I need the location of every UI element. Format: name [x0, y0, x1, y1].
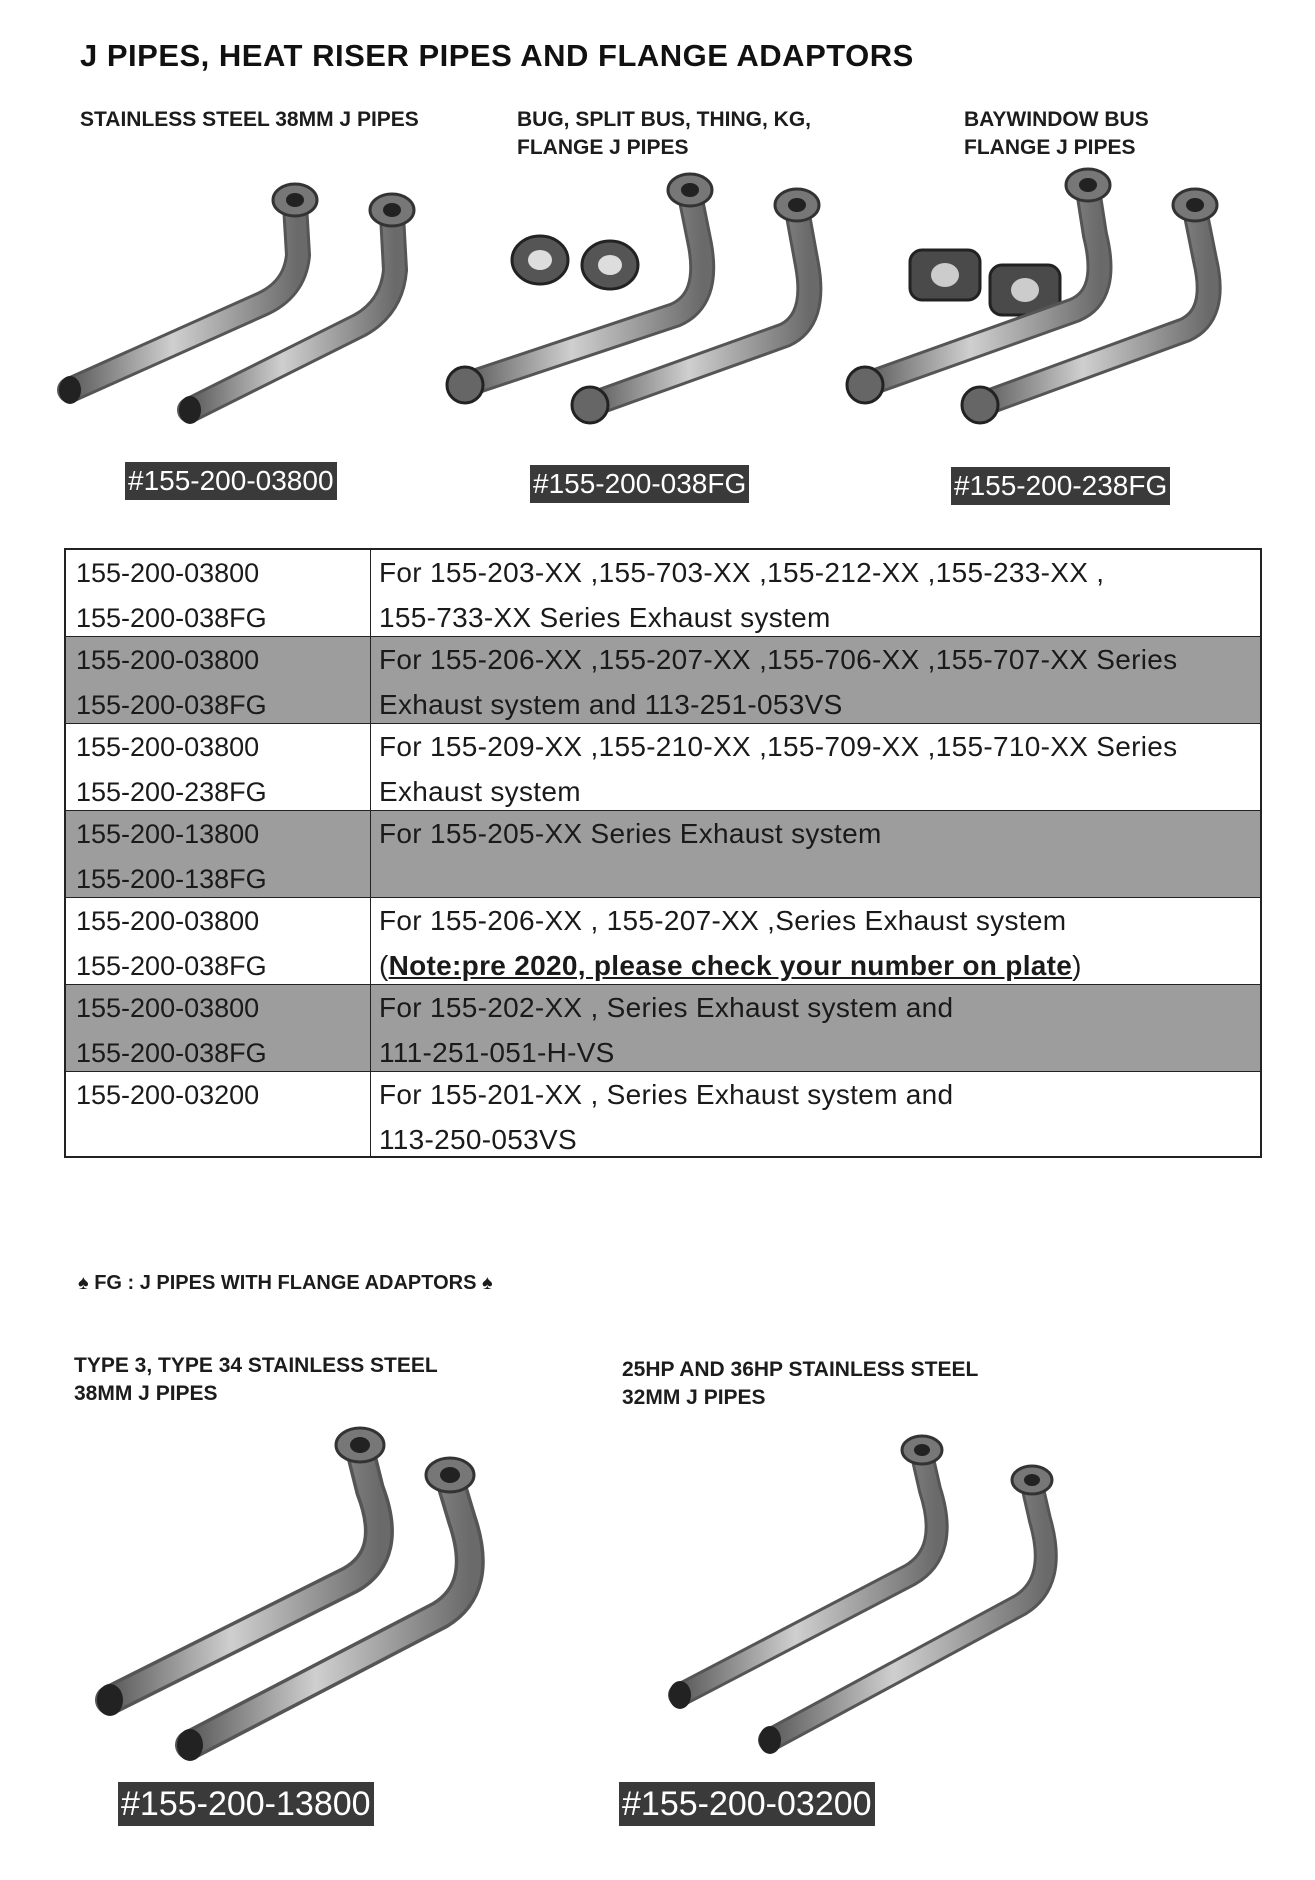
- product-4-pipe-image: [70, 1430, 550, 1790]
- product-1-caption: STAINLESS STEEL 38MM J PIPES: [80, 108, 419, 131]
- part-numbers-cell: 155-200-03200: [66, 1072, 371, 1156]
- table-row: [66, 898, 1260, 985]
- product-2-pipe-image: [445, 165, 885, 465]
- product-2-caption: BUG, SPLIT BUS, THING, KG, FLANGE J PIPES: [517, 108, 812, 159]
- product-4-caption: TYPE 3, TYPE 34 STAINLESS STEEL 38MM J PIPES: [74, 1354, 438, 1405]
- part-numbers-cell: 155-200-03800 155-200-038FG: [66, 985, 371, 1071]
- product-1-pipe-image: [40, 165, 420, 465]
- description-cell: For 155-203-XX ,155-703-XX ,155-212-XX ,155-233-XX , 155-733-XX Series Exhaust system: [379, 557, 1105, 633]
- part-numbers-cell: 155-200-13800 155-200-138FG: [66, 811, 371, 897]
- table-row: [66, 985, 1260, 1072]
- flange-adaptor-1: [512, 236, 638, 289]
- table-row: [66, 637, 1260, 724]
- description-cell: For 155-206-XX , 155-207-XX ,Series Exhaust system (Note:pre 2020, please check your number on plate): [371, 898, 1260, 984]
- table-row: [66, 550, 1260, 637]
- spade-icon: ♠: [482, 1272, 493, 1294]
- description-cell: For 155-206-XX ,155-207-XX ,155-706-XX ,155-707-XX Series Exhaust system and 113-251-053VS: [379, 644, 1178, 720]
- product-3-part-number: #155-200-238FG: [951, 467, 1170, 505]
- compatibility-table: [64, 548, 1262, 1158]
- table-row: [66, 1072, 1260, 1156]
- part-numbers-cell: 155-200-03800 155-200-038FG: [66, 898, 371, 984]
- spade-icon: ♠: [78, 1272, 89, 1294]
- flange-adaptor-2: [910, 250, 1060, 315]
- description-cell: For 155-202-XX , Series Exhaust system and 111-251-051-H-VS: [379, 992, 954, 1068]
- part-numbers-cell: 155-200-03800 155-200-038FG: [66, 637, 371, 723]
- plate-number-note: (Note:pre 2020, please check your number on plate): [379, 950, 1082, 981]
- product-5-part-number: #155-200-03200: [619, 1782, 875, 1826]
- product-5-pipe-image: [660, 1430, 1120, 1760]
- product-2-part-number: #155-200-038FG: [530, 465, 749, 503]
- description-cell: For 155-205-XX Series Exhaust system: [379, 818, 882, 849]
- pipe-b: [759, 1466, 1052, 1754]
- product-3-pipe-image: [840, 165, 1280, 465]
- product-4-part-number: #155-200-13800: [118, 1782, 374, 1826]
- product-5-caption: 25HP AND 36HP STAINLESS STEEL 32MM J PIPES: [622, 1358, 979, 1409]
- part-numbers-cell: 155-200-03800 155-200-038FG: [66, 550, 371, 636]
- table-row: [66, 724, 1260, 811]
- table-row: [66, 811, 1260, 898]
- part-numbers-cell: 155-200-03800 155-200-238FG: [66, 724, 371, 810]
- description-cell: For 155-209-XX ,155-210-XX ,155-709-XX ,155-710-XX Series Exhaust system: [379, 731, 1178, 807]
- description-cell: For 155-201-XX , Series Exhaust system and 113-250-053VS: [379, 1079, 954, 1155]
- page-title: J PIPES, HEAT RISER PIPES AND FLANGE ADAPTORS: [80, 38, 914, 73]
- pipe-b: [177, 1458, 474, 1761]
- product-3-caption: BAYWINDOW BUS FLANGE J PIPES: [964, 108, 1149, 159]
- product-1-part-number: #155-200-03800: [125, 462, 337, 500]
- flange-adaptor-note: ♠ FG : J PIPES WITH FLANGE ADAPTORS ♠: [78, 1272, 493, 1294]
